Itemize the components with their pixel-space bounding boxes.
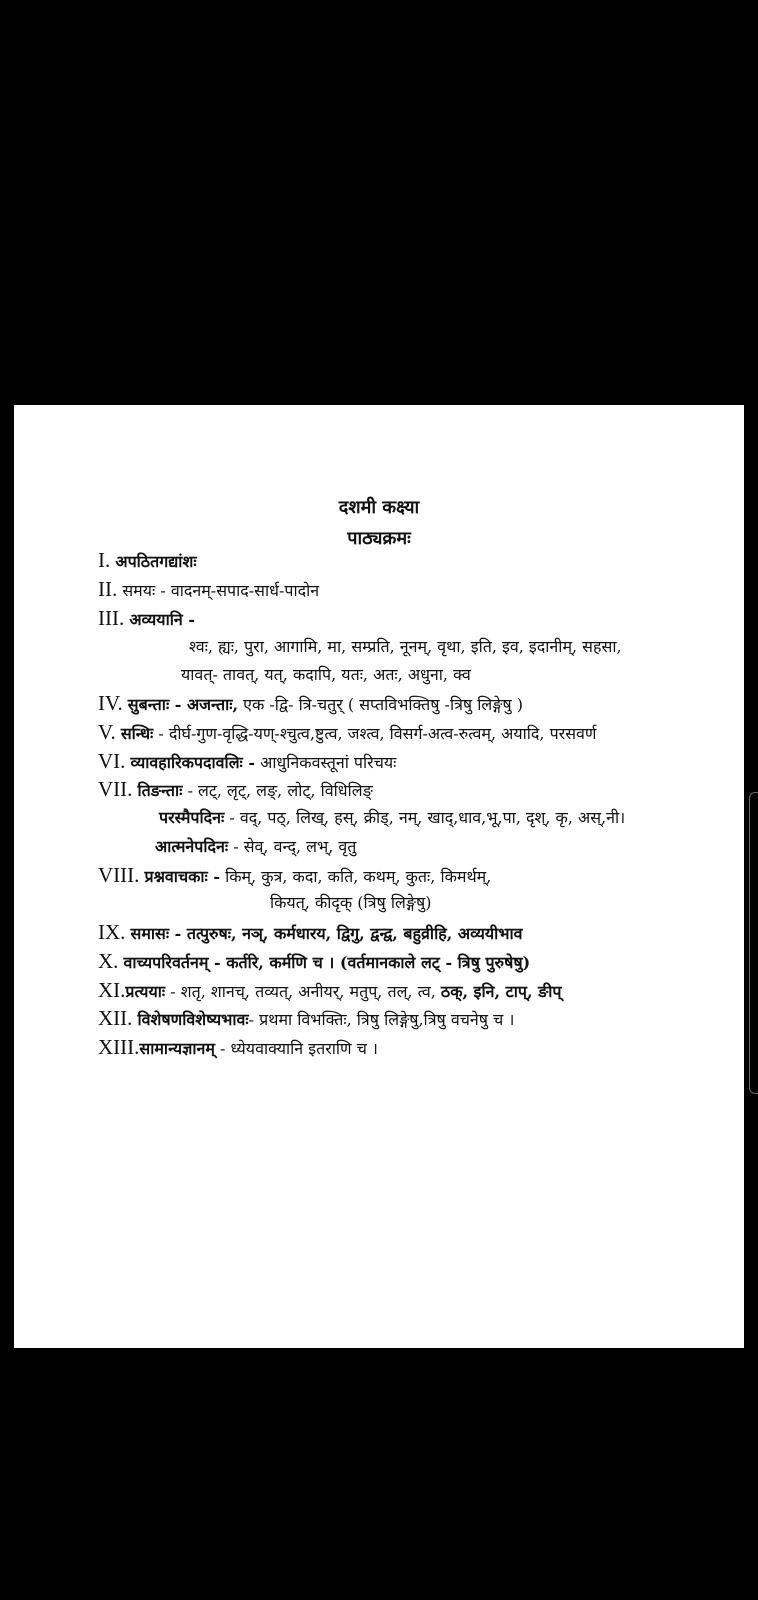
item-text: - प्रथमा विभक्तिः, त्रिषु लिङ्गेषु,त्रिषु वचनेषु च । <box>248 1010 515 1029</box>
item-number: III. <box>98 606 125 630</box>
item-number: IV. <box>98 691 123 715</box>
item-heading: अपठितगद्यांशः <box>115 552 197 571</box>
item-text: किम्, कुत्र, कदा, कति, कथम्, कुतः, किमर्थम्, <box>220 867 492 886</box>
item-text-bold: ठक्, इनि, टाप्, ङीप् <box>440 982 562 1001</box>
item-number: VII. <box>98 777 133 801</box>
syllabus-item-4 <box>98 691 523 717</box>
item-number: IX. <box>98 920 126 944</box>
syllabus-item-13 <box>98 1035 378 1061</box>
item-text: श्वः, ह्यः, पुरा, आगामि, मा, सम्प्रति, नूनम्, वृथा, इति, इव, इदानीम्, सहसा, <box>189 637 622 656</box>
item-text: एक -द्वि- त्रि-चतुर् ( सप्तविभक्तिषु -त्रिषु लिङ्गेषु ) <box>238 695 523 714</box>
syllabus-item-11 <box>98 978 562 1004</box>
syllabus-item-6 <box>98 749 396 775</box>
item-heading: विशेषणविशेष्यभावः <box>137 1010 249 1029</box>
syllabus-item-9 <box>98 920 523 946</box>
item-number: II. <box>98 577 118 601</box>
item-text: - सेव्, वन्द्, लभ्, वृतु <box>228 837 357 856</box>
syllabus-item-12 <box>98 1006 514 1032</box>
item-heading: परस्मैपदिनः <box>159 808 225 827</box>
item-heading: सुबन्ताः - अजन्ताः, <box>127 695 239 714</box>
avyaya-list-line-2 <box>181 663 471 687</box>
prashnavachaka-line-2 <box>270 891 431 915</box>
item-heading: व्यावहारिकपदावलिः - <box>130 753 255 772</box>
scrollbar-handle[interactable] <box>749 792 758 1094</box>
item-text: - शतृ, शानच्, तव्यत्, अनीयर्, मतुप्, तल्, त्व, <box>165 982 441 1001</box>
item-text: - दीर्घ-गुण-वृद्धि-यण्-श्चुत्व,ष्टुत्व, जश्त्व, विसर्ग-अत्व-रुत्वम्, अयादि, परसवर्ण <box>153 724 597 743</box>
item-number: VI. <box>98 749 126 773</box>
page-title: दशमी कक्ष्या <box>338 497 420 518</box>
item-heading: सन्धिः <box>120 724 154 743</box>
atmanepadi-line <box>155 835 356 859</box>
syllabus-item-1 <box>98 548 197 574</box>
item-heading: समासः - तत्पुरुषः, नञ्, कर्मधारय, द्विगु, द्वन्द्व, बहुव्रीहि, अव्ययीभाव <box>130 924 523 943</box>
item-heading: वाच्यपरिवर्तनम् - कर्तरि, कर्मणि च । (वर्तमानकाले लट् - त्रिषु पुरुषेषु) <box>123 953 531 972</box>
item-text: कियत्, कीदृक् (त्रिषु लिङ्गेषु) <box>270 893 432 912</box>
item-number: XI. <box>98 978 126 1002</box>
item-number: XII. <box>98 1006 133 1030</box>
item-heading: आत्मनेपदिनः <box>155 837 229 856</box>
item-heading: सामान्यज्ञानम् <box>139 1039 215 1058</box>
syllabus-item-2 <box>98 577 319 603</box>
item-text: - वद्, पठ्, लिख्, हस्, क्रीड्, नम्, खाद्,धाव,भू,पा, दृश्, कृ, अस्,नी। <box>224 808 626 827</box>
syllabus-item-5 <box>98 720 597 746</box>
item-text: समयः - वादनम्-सपाद-सार्ध-पादोन <box>122 581 320 600</box>
item-number: V. <box>98 720 116 744</box>
avyaya-list-line-1 <box>189 635 622 659</box>
document-page <box>14 405 744 1348</box>
item-text: - लट्, लृट्, लङ्, लोट्, विधिलिङ् <box>182 781 373 800</box>
item-text: आधुनिकवस्तूनां परिचयः <box>254 753 397 772</box>
page-subtitle: पाठ्यक्रमः <box>347 528 411 549</box>
item-text: - ध्येयवाक्यानि इतराणि च । <box>214 1039 378 1058</box>
item-heading: प्रश्नवाचकाः - <box>144 867 220 886</box>
syllabus-item-8 <box>98 863 491 889</box>
item-number: X. <box>98 949 119 973</box>
parasmaipadi-line <box>159 806 625 830</box>
item-heading: तिङन्ताः <box>137 781 183 800</box>
item-text: यावत्- तावत्, यत्, कदापि, यतः, अतः, अधुना, क्व <box>181 665 471 684</box>
syllabus-item-10 <box>98 949 530 975</box>
syllabus-item-7 <box>98 777 373 803</box>
item-number: VIII. <box>98 863 140 887</box>
syllabus-item-3 <box>98 606 195 632</box>
item-heading: प्रत्ययाः <box>125 982 166 1001</box>
item-number: I. <box>98 548 111 572</box>
item-heading: अव्ययानि - <box>129 610 195 629</box>
item-number: XIII. <box>98 1035 140 1059</box>
